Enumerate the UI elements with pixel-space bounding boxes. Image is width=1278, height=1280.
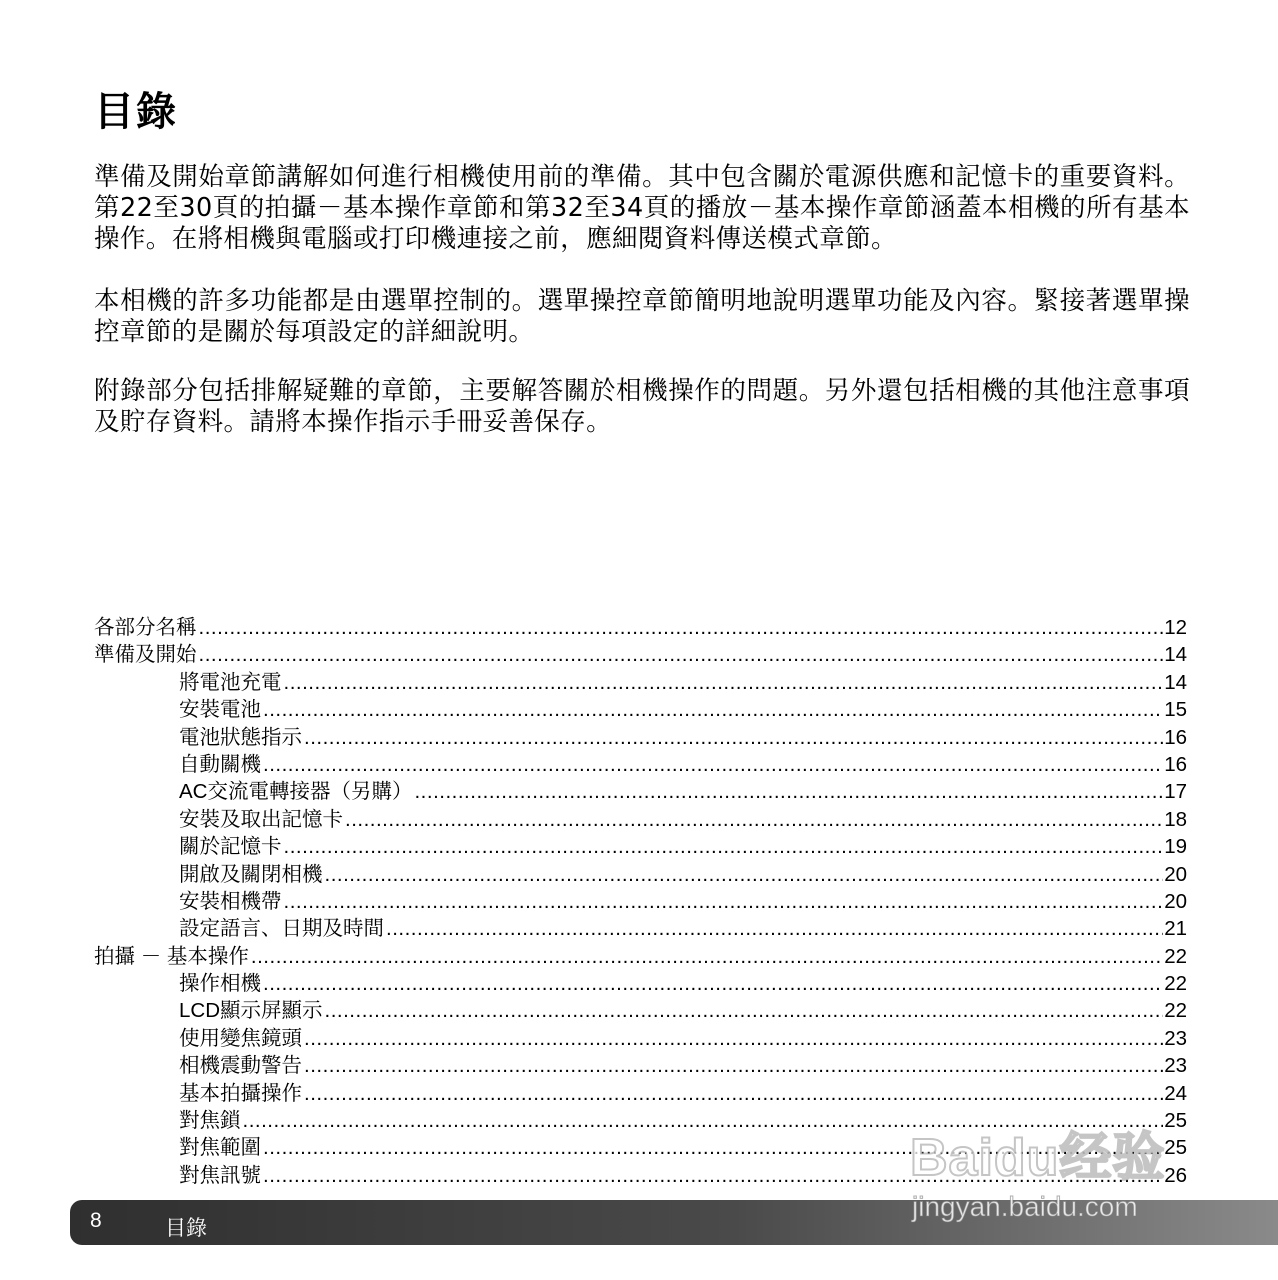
- dot-leader: [386, 915, 1163, 942]
- toc-subentry[interactable]: [94, 778, 1187, 805]
- toc-subentry[interactable]: [94, 970, 1187, 997]
- toc-subentry[interactable]: [94, 724, 1187, 751]
- toc-entry-page: 24: [1164, 1081, 1187, 1105]
- dot-leader: [414, 778, 1163, 805]
- toc-subentry[interactable]: [94, 861, 1187, 888]
- dot-leader: [325, 861, 1164, 888]
- toc-entry-page: 15: [1164, 698, 1187, 722]
- toc-entry-page: 16: [1164, 752, 1187, 776]
- toc-entry-label: 對焦範圍: [179, 1136, 261, 1160]
- intro-paragraph-2: [94, 286, 1190, 348]
- toc-entry-label: 各部分名稱: [94, 616, 197, 639]
- toc-subentry[interactable]: [94, 696, 1187, 723]
- toc-subentry[interactable]: [94, 997, 1187, 1024]
- dot-leader: [263, 696, 1163, 723]
- toc-subentry[interactable]: [94, 669, 1187, 696]
- paragraph-text: 準備及開始章節講解如何進行相機使用前的準備。其中包含關於電源供應和記憶卡的重要資料。第22至30頁的拍攝－基本操作章節和第32至34頁的播放－基本操作章節涵蓋本相機的所有基本操作。在將相機與電腦或打印機連接之前，應細閱資料傳送模式章節。: [94, 162, 1190, 254]
- toc-entry-label: 安裝及取出記憶卡: [179, 807, 343, 831]
- toc-entry-label: 準備及開始: [94, 643, 197, 667]
- watermark-url: jingyan.baidu.com: [912, 1191, 1138, 1222]
- toc-entry-page: 16: [1164, 725, 1187, 749]
- toc-entry-page: 14: [1164, 670, 1187, 694]
- toc-entry-page: 17: [1164, 780, 1187, 804]
- dot-leader: [304, 1025, 1163, 1052]
- dot-leader: [284, 833, 1164, 860]
- toc-entry-page: 25: [1164, 1109, 1187, 1133]
- paragraph-text: 本相機的許多功能都是由選單控制的。選單操控章節簡明地說明選單功能及內容。緊接著選單操控章節的是關於每項設定的詳細說明。: [94, 286, 1190, 347]
- toc-subentry[interactable]: [94, 1134, 1187, 1161]
- toc-subentry[interactable]: [94, 833, 1187, 860]
- dot-leader: [304, 1052, 1163, 1079]
- toc-entry-label: 將電池充電: [179, 670, 282, 694]
- intro-paragraph-1: [94, 162, 1190, 255]
- dot-leader: [304, 724, 1163, 751]
- toc-entry-page: 22: [1164, 944, 1187, 968]
- dot-leader: [263, 751, 1163, 778]
- toc-entry-label: 安裝相機帶: [179, 889, 282, 913]
- toc-entry-page: 22: [1164, 999, 1187, 1023]
- toc-subentry[interactable]: [94, 751, 1187, 778]
- toc-entry-label: 基本拍攝操作: [179, 1081, 302, 1105]
- toc-entry[interactable]: [94, 943, 1187, 970]
- toc-entry-label: 操作相機: [179, 972, 261, 996]
- toc-entry-label: 自動關機: [179, 752, 261, 776]
- toc-subentry[interactable]: [94, 1107, 1187, 1134]
- toc-subentry[interactable]: [94, 1162, 1187, 1189]
- toc-entry-label: 關於記憶卡: [179, 835, 282, 859]
- toc-entry-page: 21: [1164, 917, 1187, 941]
- dot-leader: [304, 1080, 1163, 1107]
- footer-page-number: 8: [90, 1209, 102, 1232]
- dot-leader: [199, 614, 1164, 641]
- toc-subentry[interactable]: [94, 1052, 1187, 1079]
- toc-entry-page: 20: [1164, 889, 1187, 913]
- toc-entry-page: 18: [1164, 807, 1187, 831]
- toc-entry-label: 安裝電池: [179, 698, 261, 722]
- dot-leader: [284, 888, 1164, 915]
- dot-leader: [345, 806, 1163, 833]
- toc-entry-page: 23: [1164, 1026, 1187, 1050]
- toc-entry-label: 電池狀態指示: [179, 725, 302, 749]
- toc-subentry[interactable]: [94, 1025, 1187, 1052]
- toc-entry[interactable]: [94, 641, 1187, 668]
- dot-leader: [243, 1107, 1164, 1134]
- toc-entry-label: 對焦鎖: [179, 1109, 241, 1133]
- toc-entry-label: 開啟及關閉相機: [179, 862, 323, 886]
- toc-entry-page: 26: [1164, 1163, 1187, 1187]
- toc-subentry[interactable]: [94, 1080, 1187, 1107]
- toc-entry-label: 相機震動警告: [179, 1054, 302, 1078]
- toc-subentry[interactable]: [94, 888, 1187, 915]
- toc-subentry[interactable]: [94, 806, 1187, 833]
- toc-entry-page: 22: [1164, 972, 1187, 996]
- toc-entry-label: 拍攝 － 基本操作: [94, 944, 249, 968]
- page-title: 目錄: [94, 89, 178, 135]
- toc-entry-page: 19: [1164, 835, 1187, 859]
- toc-entry-label: AC交流電轉接器（另購）: [179, 780, 413, 804]
- table-of-contents: [94, 614, 1187, 1189]
- dot-leader: [284, 669, 1164, 696]
- dot-leader: [263, 1134, 1163, 1161]
- toc-entry-label: 對焦訊號: [179, 1163, 261, 1187]
- dot-leader: [325, 997, 1164, 1024]
- toc-entry-page: 23: [1164, 1054, 1187, 1078]
- dot-leader: [263, 970, 1163, 997]
- toc-entry-page: 25: [1164, 1136, 1187, 1160]
- toc-entry-page: 12: [1164, 616, 1187, 639]
- toc-entry-page: 14: [1164, 643, 1187, 667]
- dot-leader: [251, 943, 1163, 970]
- watermark-logo: Baidu经验: [910, 1129, 1166, 1187]
- toc-entry[interactable]: [94, 614, 1187, 641]
- footer-section-title: 目錄: [165, 1216, 207, 1240]
- dot-leader: [199, 641, 1164, 668]
- toc-entry-label: LCD顯示屏顯示: [179, 999, 323, 1023]
- intro-paragraph-3: [94, 376, 1190, 438]
- toc-subentry[interactable]: [94, 915, 1187, 942]
- toc-entry-label: 設定語言、日期及時間: [179, 917, 384, 941]
- toc-entry-label: 使用變焦鏡頭: [179, 1026, 302, 1050]
- footer-bar: [70, 1200, 1278, 1245]
- dot-leader: [263, 1162, 1163, 1189]
- toc-entry-page: 20: [1164, 862, 1187, 886]
- paragraph-text: 附錄部分包括排解疑難的章節，主要解答關於相機操作的問題。另外還包括相機的其他注意事項及貯存資料。請將本操作指示手冊妥善保存。: [94, 376, 1190, 437]
